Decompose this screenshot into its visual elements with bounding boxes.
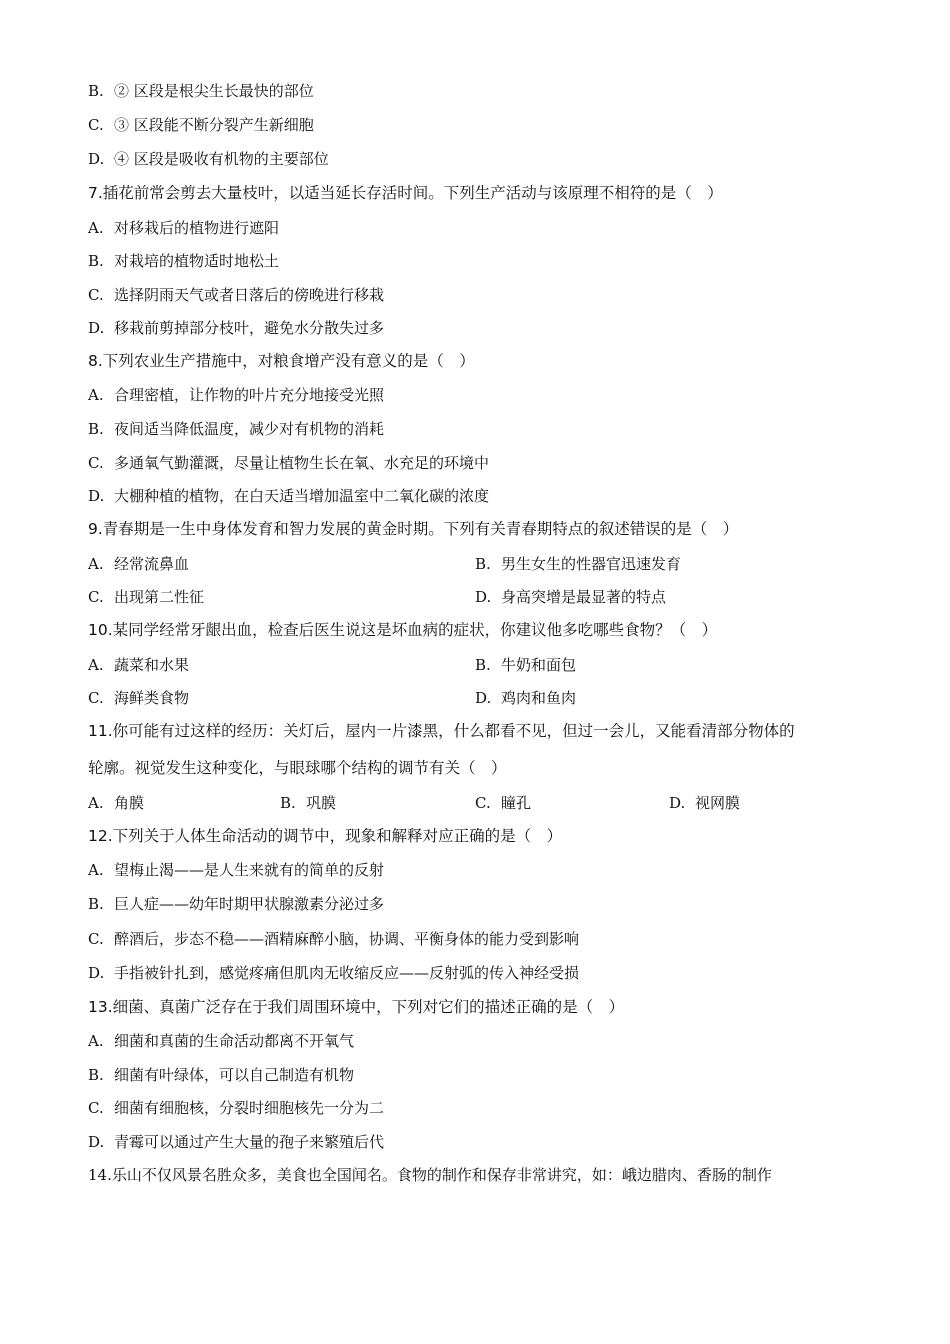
option-text: 海鲜类食物: [114, 689, 190, 707]
q11-option-b: [280, 793, 336, 813]
q13-option-b: [88, 1065, 354, 1085]
option-text: 醉酒后，步态不稳——酒精麻醉小脑，协调、平衡身体的能力受到影响: [114, 930, 580, 948]
q13-stem: [88, 997, 624, 1017]
q12-option-c: [88, 929, 579, 949]
q11-stem-line1: [88, 721, 795, 741]
q7-option-b: [88, 251, 279, 271]
option-text: 青霉可以通过产生大量的孢子来繁殖后代: [114, 1133, 385, 1151]
q11-option-a: [88, 793, 144, 813]
option-text: 男生女生的性器官迅速发育: [501, 555, 682, 573]
question-text: 下列关于人体生命活动的调节中，现象和解释对应正确的是（ ）: [112, 827, 563, 845]
option-text: 手指被针扎到，感觉疼痛但肌肉无收缩反应——反射弧的传入神经受损: [114, 964, 580, 982]
q7-option-c: [88, 285, 384, 305]
option-text: 大棚种植的植物，在白天适当增加温室中二氧化碳的浓度: [114, 487, 490, 505]
question-text: 你可能有过这样的经历：关灯后，屋内一片漆黑，什么都看不见，但过一会儿，又能看清部分物体的: [112, 722, 795, 740]
option-text: ③ 区段能不断分裂产生新细胞: [114, 116, 314, 134]
option-letter: C.: [88, 689, 104, 707]
option-letter: B.: [475, 656, 491, 674]
option-letter: C.: [475, 794, 491, 812]
q11-option-d: [669, 793, 740, 813]
option-letter: B.: [475, 555, 491, 573]
q12-option-a: [88, 860, 384, 880]
option-text: 夜间适当降低温度，减少对有机物的消耗: [114, 420, 385, 438]
q6-option-d: [88, 149, 329, 169]
option-letter: D.: [88, 964, 105, 982]
option-letter: B.: [88, 252, 104, 270]
question-text: 轮廓。视觉发生这种变化，与眼球哪个结构的调节有关（ ）: [88, 759, 507, 777]
option-text: 合理密植，让作物的叶片充分地接受光照: [114, 386, 385, 404]
option-letter: D.: [475, 588, 492, 606]
option-letter: C.: [88, 454, 104, 472]
q9-option-b: [475, 554, 681, 574]
option-text: 视网膜: [695, 794, 741, 812]
question-number: 11.: [88, 722, 113, 740]
q8-stem: [88, 351, 475, 371]
option-text: 鸡肉和鱼肉: [501, 689, 577, 707]
option-letter: A.: [88, 1032, 104, 1050]
option-text: 细菌有叶绿体，可以自己制造有机物: [114, 1066, 355, 1084]
question-text: 乐山不仅风景名胜众多，美食也全国闻名。食物的制作和保存非常讲究，如：峨边腊肉、香肠的制作: [111, 1166, 772, 1184]
option-letter: D.: [88, 319, 105, 337]
option-letter: A.: [88, 386, 104, 404]
option-letter: A.: [88, 656, 104, 674]
option-letter: B.: [88, 82, 104, 100]
q8-option-b: [88, 419, 384, 439]
option-text: 对移栽后的植物进行遮阳: [114, 219, 280, 237]
option-letter: C.: [88, 1099, 104, 1117]
question-number: 10.: [88, 621, 113, 639]
option-letter: D.: [88, 1133, 105, 1151]
question-number: 14.: [88, 1166, 112, 1184]
question-number: 8.: [88, 352, 103, 370]
question-text: 插花前常会剪去大量枝叶，以适当延长存活时间。下列生产活动与该原理不相符的是（ ）: [102, 184, 723, 202]
option-text: 出现第二性征: [114, 588, 205, 606]
option-letter: D.: [88, 150, 105, 168]
option-text: 巩膜: [306, 794, 337, 812]
option-letter: C.: [88, 286, 104, 304]
q7-option-a: [88, 218, 279, 238]
question-number: 12.: [88, 827, 113, 845]
q9-option-a: [88, 554, 189, 574]
question-text: 某同学经常牙龈出血，检查后医生说这是坏血病的症状，你建议他多吃哪些食物？（ ）: [112, 621, 718, 639]
q10-stem: [88, 620, 717, 640]
option-text: 蔬菜和水果: [114, 656, 190, 674]
option-letter: C.: [88, 116, 104, 134]
q7-option-d: [88, 318, 384, 338]
question-number: 7.: [88, 184, 103, 202]
option-text: 细菌和真菌的生命活动都离不开氧气: [114, 1032, 355, 1050]
q8-option-c: [88, 453, 489, 473]
q10-option-c: [88, 688, 189, 708]
option-letter: A.: [88, 861, 104, 879]
q9-option-c: [88, 587, 204, 607]
option-letter: C.: [88, 588, 104, 606]
option-letter: B.: [88, 420, 104, 438]
option-letter: A.: [88, 219, 104, 237]
option-letter: A.: [88, 555, 104, 573]
q12-stem: [88, 826, 562, 846]
option-text: 对栽培的植物适时地松土: [114, 252, 280, 270]
q13-option-c: [88, 1098, 384, 1118]
q11-option-c: [475, 793, 531, 813]
option-text: 经常流鼻血: [114, 555, 190, 573]
option-text: 移栽前剪掉部分枝叶，避免水分散失过多: [114, 319, 385, 337]
q6-option-b: [88, 81, 314, 101]
q6-option-c: [88, 115, 314, 135]
question-text: 细菌、真菌广泛存在于我们周围环境中，下列对它们的描述正确的是（ ）: [112, 998, 625, 1016]
q8-option-a: [88, 385, 384, 405]
option-text: 多通氧气勤灌溉，尽量让植物生长在氧、水充足的环境中: [114, 454, 490, 472]
question-text: 青春期是一生中身体发育和智力发展的黄金时期。下列有关青春期特点的叙述错误的是（ ）: [102, 520, 739, 538]
option-text: 角膜: [114, 794, 145, 812]
q10-option-a: [88, 655, 189, 675]
option-letter: D.: [475, 689, 492, 707]
question-number: 13.: [88, 998, 113, 1016]
option-text: 牛奶和面包: [501, 656, 577, 674]
q7-stem: [88, 183, 723, 203]
q14-stem: [88, 1165, 772, 1185]
q13-option-d: [88, 1132, 384, 1152]
option-letter: D.: [669, 794, 686, 812]
q10-option-b: [475, 655, 576, 675]
option-text: 选择阴雨天气或者日落后的傍晚进行移栽: [114, 286, 385, 304]
q11-stem-line2: [88, 758, 507, 778]
question-number: 9.: [88, 520, 103, 538]
option-letter: B.: [88, 895, 104, 913]
option-letter: B.: [280, 794, 296, 812]
question-text: 下列农业生产措施中，对粮食增产没有意义的是（ ）: [102, 352, 475, 370]
option-text: ④ 区段是吸收有机物的主要部位: [114, 150, 329, 168]
q12-option-b: [88, 894, 384, 914]
option-letter: A.: [88, 794, 104, 812]
option-letter: B.: [88, 1066, 104, 1084]
option-text: 望梅止渴——是人生来就有的简单的反射: [114, 861, 385, 879]
q10-option-d: [475, 688, 576, 708]
option-text: ② 区段是根尖生长最快的部位: [114, 82, 314, 100]
q12-option-d: [88, 963, 579, 983]
q8-option-d: [88, 486, 489, 506]
option-text: 身高突增是最显著的特点: [501, 588, 667, 606]
option-letter: D.: [88, 487, 105, 505]
option-letter: C.: [88, 930, 104, 948]
option-text: 巨人症——幼年时期甲状腺激素分泌过多: [114, 895, 385, 913]
q9-option-d: [475, 587, 666, 607]
q9-stem: [88, 519, 738, 539]
q13-option-a: [88, 1031, 354, 1051]
option-text: 细菌有细胞核，分裂时细胞核先一分为二: [114, 1099, 385, 1117]
option-text: 瞳孔: [501, 794, 532, 812]
